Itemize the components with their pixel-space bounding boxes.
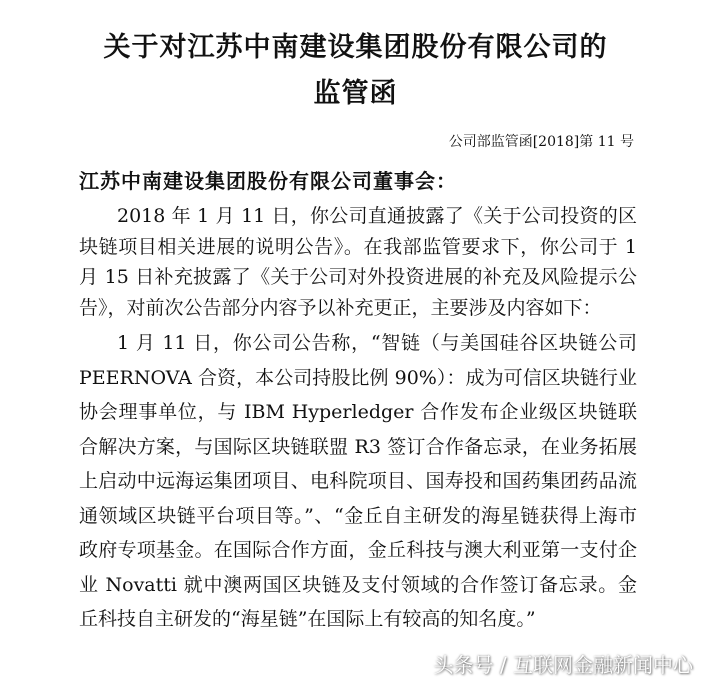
watermark: 头条号 / 互联网金融新闻中心 — [433, 653, 693, 677]
body-paragraph-1: 2018 年 1 月 11 日，你公司直通披露了《关于公司投资的区块链项目相关进展的说明公告》。在我部监管要求下，你公司于 1 月 15 日补充披露了《关于公司对外投资进展的补充及风险提示公告》，对前次公告部分内容予以补充更正，主要涉及内容如下： — [79, 205, 637, 319]
letter-body — [79, 201, 637, 637]
document-title-line-2: 监管函 — [313, 78, 398, 109]
document-title-line-1: 关于对江苏中南建设集团股份有限公司的 — [103, 32, 608, 63]
document-number: 公司部监管函[2018]第 11 号 — [448, 134, 634, 150]
addressee: 江苏中南建设集团股份有限公司董事会： — [79, 169, 457, 193]
body-paragraph-2: 1 月 11 日，你公司公告称，“智链（与美国硅谷区块链公司 PEERNOVA 合资，本公司持股比例 90%）：成为可信区块链行业协会理事单位，与 IBM Hyperledger 合作发布企业级区块链联合解决方案，与国际区块链联盟 R3 签订合作备忘录，在业务拓展上启动中远海运集团项目、电科院项目、国寿投和国药集团药品流通领域区块链平台项目等。”、“金丘自主研发的海星链获得上海市政府专项基金。在国际合作方面，金丘科技与澳大利亚第一支付企业 Novatti 就中澳两国区块链及支付领域的合作签订备忘录。金丘科技自主研发的“海星链”在国际上有较高的知名度。” — [79, 332, 637, 630]
